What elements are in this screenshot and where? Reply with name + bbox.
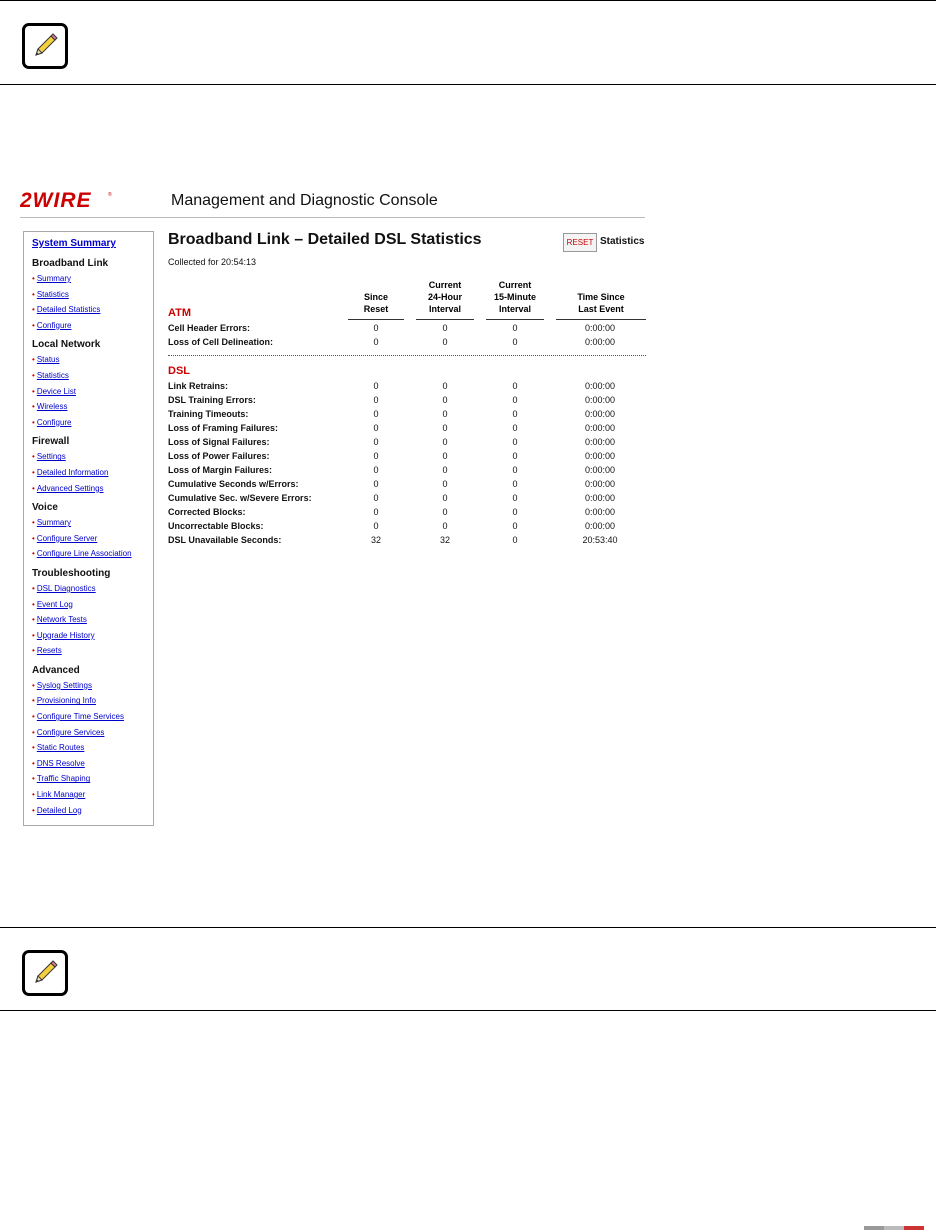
sidebar-item — [32, 287, 153, 303]
sidebar-link[interactable]: DNS Resolve — [36, 758, 85, 768]
sidebar-link[interactable]: Statistics — [36, 289, 69, 299]
row-value: 0 — [512, 451, 518, 461]
sidebar-section-title: Advanced — [32, 664, 80, 676]
row-label: Cumulative Sec. w/Severe Errors: — [168, 493, 312, 503]
bullet-icon: • — [32, 790, 35, 800]
section-divider — [168, 355, 646, 356]
row-value: 0 — [373, 409, 379, 419]
sidebar-item — [32, 368, 153, 384]
sidebar-link[interactable]: Configure Time Services — [36, 712, 124, 722]
row-value: 20:53:40 — [582, 535, 618, 545]
sidebar-link-system-summary[interactable]: System Summary — [32, 238, 116, 249]
row-label: Loss of Power Failures: — [168, 451, 270, 461]
table-row — [168, 491, 646, 505]
sidebar-item — [32, 709, 153, 725]
bullet-icon: • — [32, 274, 35, 283]
row-value: 0 — [373, 479, 379, 489]
table-row — [168, 505, 646, 519]
bullet-icon: • — [32, 467, 35, 477]
sidebar-item — [32, 415, 153, 431]
column-header-line: Interval — [428, 304, 461, 314]
row-value: 0:00:00 — [584, 451, 616, 461]
row-value: 0 — [512, 395, 518, 405]
row-label: Corrected Blocks: — [168, 507, 246, 517]
row-label: Link Retrains: — [168, 381, 229, 391]
reset-statistics-label: Statistics — [600, 236, 645, 247]
bullet-icon: • — [32, 805, 35, 815]
sidebar-link[interactable]: DSL Diagnostics — [36, 583, 96, 593]
row-label: Loss of Signal Failures: — [168, 437, 270, 447]
sidebar-link[interactable]: Configure — [36, 417, 72, 427]
bullet-icon: • — [32, 696, 35, 706]
column-header-line: Current — [428, 280, 462, 290]
table-row — [168, 407, 646, 421]
table-row — [168, 393, 646, 407]
sidebar-link[interactable]: Syslog Settings — [36, 680, 92, 690]
row-value: 0 — [442, 423, 448, 433]
sidebar-item — [32, 531, 153, 547]
sidebar-link[interactable]: Detailed Log — [36, 805, 82, 815]
sidebar-section-title: Local Network — [32, 339, 101, 351]
bullet-icon: • — [32, 533, 35, 543]
column-header-line: Reset — [363, 304, 389, 314]
table-row — [168, 321, 646, 335]
sidebar-section-title: Broadband Link — [32, 258, 109, 269]
row-value: 0:00:00 — [584, 507, 616, 517]
column-header-line: 15-Minute — [493, 292, 536, 302]
table-row — [168, 335, 646, 349]
sidebar-section-title: Troubleshooting — [32, 567, 111, 579]
sidebar-item — [32, 271, 153, 287]
sidebar-item — [32, 756, 153, 772]
console-title: Management and Diagnostic Console — [171, 192, 438, 209]
bullet-icon: • — [32, 743, 35, 753]
column-header — [348, 291, 404, 315]
row-value: 0 — [442, 323, 448, 333]
sidebar-section-title: Firewall — [32, 436, 70, 448]
table-row — [168, 379, 646, 393]
sidebar-link[interactable]: Static Routes — [36, 743, 85, 753]
row-value: 0 — [373, 493, 379, 503]
sidebar-item — [32, 465, 153, 481]
column-header-line: Since — [363, 292, 388, 302]
row-value: 32 — [370, 535, 381, 545]
row-label: Loss of Cell Delineation: — [168, 337, 274, 347]
column-header-line: Last Event — [578, 304, 624, 314]
header-divider — [20, 217, 645, 218]
bullet-icon: • — [32, 615, 35, 625]
row-value: 0 — [373, 323, 379, 333]
sidebar-link[interactable]: Upgrade History — [36, 630, 95, 640]
row-value: 0:00:00 — [584, 323, 616, 333]
table-row — [168, 519, 646, 533]
row-value: 32 — [439, 535, 450, 545]
row-label: Training Timeouts: — [168, 409, 249, 419]
row-value: 0 — [373, 337, 379, 347]
row-value: 0 — [442, 451, 448, 461]
row-label: Loss of Margin Failures: — [168, 465, 273, 475]
row-value: 0 — [373, 521, 379, 531]
sidebar-item — [32, 597, 153, 613]
sidebar-link[interactable]: Resets — [36, 646, 62, 656]
page-marker — [864, 1226, 924, 1230]
sidebar-link[interactable]: Detailed Statistics — [36, 305, 101, 315]
row-value: 0 — [442, 465, 448, 475]
row-value: 0:00:00 — [584, 437, 616, 447]
column-header-line: Time Since — [577, 292, 625, 302]
bullet-icon: • — [32, 355, 35, 365]
collected-time: Collected for 20:54:13 — [168, 257, 257, 267]
row-value: 0:00:00 — [584, 493, 616, 503]
row-value: 0 — [373, 465, 379, 475]
row-label: DSL Training Errors: — [168, 395, 256, 405]
sidebar-item — [32, 678, 153, 694]
atm-section-title: ATM — [168, 307, 192, 319]
row-value: 0 — [512, 535, 518, 545]
sidebar-item — [32, 515, 153, 531]
row-label: Loss of Framing Failures: — [168, 423, 279, 433]
row-value: 0 — [512, 479, 518, 489]
reset-button[interactable]: RESET — [563, 233, 597, 252]
sidebar-section-title: Voice — [32, 502, 58, 514]
row-value: 0 — [442, 409, 448, 419]
bullet-icon: • — [32, 680, 35, 690]
bullet-icon: • — [32, 727, 35, 737]
sidebar-link[interactable]: Configure Services — [36, 727, 105, 737]
table-row — [168, 435, 646, 449]
sidebar-item — [32, 693, 153, 709]
sidebar-item — [32, 771, 153, 787]
sidebar-item — [32, 787, 153, 803]
table-row — [168, 449, 646, 463]
row-value: 0 — [442, 507, 448, 517]
row-value: 0 — [512, 493, 518, 503]
row-value: 0:00:00 — [584, 465, 616, 475]
sidebar-item — [32, 546, 153, 562]
row-value: 0 — [442, 395, 448, 405]
row-value: 0 — [512, 409, 518, 419]
column-header — [416, 279, 474, 315]
sidebar-link[interactable]: Summary — [36, 274, 72, 283]
bullet-icon: • — [32, 630, 35, 640]
bullet-icon: • — [32, 402, 35, 412]
sidebar-link[interactable]: Event Log — [36, 599, 73, 609]
bullet-icon: • — [32, 583, 35, 593]
sidebar-link[interactable]: Network Tests — [36, 615, 87, 625]
pencil-note-icon — [22, 950, 68, 996]
sidebar-item — [32, 302, 153, 318]
row-value: 0 — [373, 395, 379, 405]
row-value: 0 — [512, 507, 518, 517]
bullet-icon: • — [32, 289, 35, 299]
sidebar-item — [32, 384, 153, 400]
table-row — [168, 463, 646, 477]
pencil-note-icon — [22, 23, 68, 69]
row-value: 0 — [512, 521, 518, 531]
row-value: 0 — [442, 493, 448, 503]
row-value: 0:00:00 — [584, 381, 616, 391]
row-value: 0 — [373, 423, 379, 433]
sidebar-link[interactable]: Summary — [36, 518, 72, 528]
sidebar-link[interactable]: Provisioning Info — [36, 696, 96, 706]
sidebar-item — [32, 581, 153, 597]
column-header — [556, 291, 646, 315]
row-label: Uncorrectable Blocks: — [168, 521, 264, 531]
bullet-icon: • — [32, 483, 35, 493]
sidebar-link[interactable]: Advanced Settings — [36, 483, 104, 493]
row-value: 0 — [512, 323, 518, 333]
row-value: 0:00:00 — [584, 423, 616, 433]
bullet-icon: • — [32, 774, 35, 784]
note-bar-top — [0, 0, 936, 85]
sidebar-item — [32, 318, 153, 334]
row-value: 0 — [512, 423, 518, 433]
sidebar-link[interactable]: Detailed Information — [36, 467, 109, 477]
row-value: 0:00:00 — [584, 337, 616, 347]
page-title: Broadband Link – Detailed DSL Statistics — [168, 231, 482, 248]
sidebar-link[interactable]: Statistics — [36, 370, 69, 380]
bullet-icon: • — [32, 758, 35, 768]
bullet-icon: • — [32, 305, 35, 315]
row-value: 0 — [442, 337, 448, 347]
sidebar-item — [32, 803, 153, 819]
row-value: 0 — [373, 437, 379, 447]
row-value: 0 — [512, 337, 518, 347]
column-header — [486, 279, 544, 315]
bullet-icon: • — [32, 549, 35, 559]
sidebar-item — [32, 352, 153, 368]
row-value: 0 — [373, 381, 379, 391]
bullet-icon: • — [32, 417, 35, 427]
sidebar-item — [32, 725, 153, 741]
2wire-logo — [20, 190, 115, 215]
table-row — [168, 477, 646, 491]
sidebar-item — [32, 740, 153, 756]
sidebar-link[interactable]: Traffic Shaping — [36, 774, 91, 784]
svg-text:2WIRE: 2WIRE — [20, 190, 92, 210]
sidebar-item — [32, 399, 153, 415]
sidebar-link[interactable]: Settings — [36, 452, 66, 462]
bullet-icon: • — [32, 712, 35, 722]
row-label: Cell Header Errors: — [168, 323, 251, 333]
row-value: 0:00:00 — [584, 479, 616, 489]
bullet-icon: • — [32, 599, 35, 609]
sidebar-item — [32, 628, 153, 644]
sidebar-item — [32, 612, 153, 628]
row-value: 0:00:00 — [584, 409, 616, 419]
bullet-icon: • — [32, 646, 35, 656]
sidebar-nav — [23, 231, 154, 826]
note-bar-bottom — [0, 927, 936, 1011]
row-label: DSL Unavailable Seconds: — [168, 535, 282, 545]
bullet-icon: • — [32, 320, 35, 330]
row-value: 0:00:00 — [584, 521, 616, 531]
dsl-section-title: DSL — [168, 365, 190, 377]
column-header-line: Interval — [498, 304, 531, 314]
sidebar-link[interactable]: Configure Line Association — [36, 549, 132, 559]
row-value: 0 — [442, 381, 448, 391]
bullet-icon: • — [32, 386, 35, 396]
sidebar-link[interactable]: Status — [36, 355, 60, 365]
table-row — [168, 533, 646, 547]
sidebar-item — [32, 643, 153, 659]
column-header-line: 24-Hour — [427, 292, 462, 302]
sidebar-link[interactable]: Configure — [36, 320, 72, 330]
column-header-line: Current — [498, 280, 532, 290]
row-value: 0:00:00 — [584, 395, 616, 405]
row-value: 0 — [373, 451, 379, 461]
bullet-icon: • — [32, 370, 35, 380]
row-value: 0 — [512, 437, 518, 447]
row-value: 0 — [512, 465, 518, 475]
sidebar-link[interactable]: Configure Server — [36, 533, 98, 543]
row-value: 0 — [442, 479, 448, 489]
sidebar-link[interactable]: Link Manager — [36, 790, 86, 800]
row-value: 0 — [373, 507, 379, 517]
bullet-icon: • — [32, 452, 35, 462]
bullet-icon: • — [32, 518, 35, 528]
svg-text:®: ® — [108, 192, 112, 198]
row-value: 0 — [442, 521, 448, 531]
row-value: 0 — [512, 381, 518, 391]
table-row — [168, 421, 646, 435]
row-value: 0 — [442, 437, 448, 447]
sidebar-link[interactable]: Wireless — [36, 402, 68, 412]
sidebar-item — [32, 449, 153, 465]
sidebar-item — [32, 481, 153, 497]
sidebar-link[interactable]: Device List — [36, 386, 76, 396]
row-label: Cumulative Seconds w/Errors: — [168, 479, 299, 489]
